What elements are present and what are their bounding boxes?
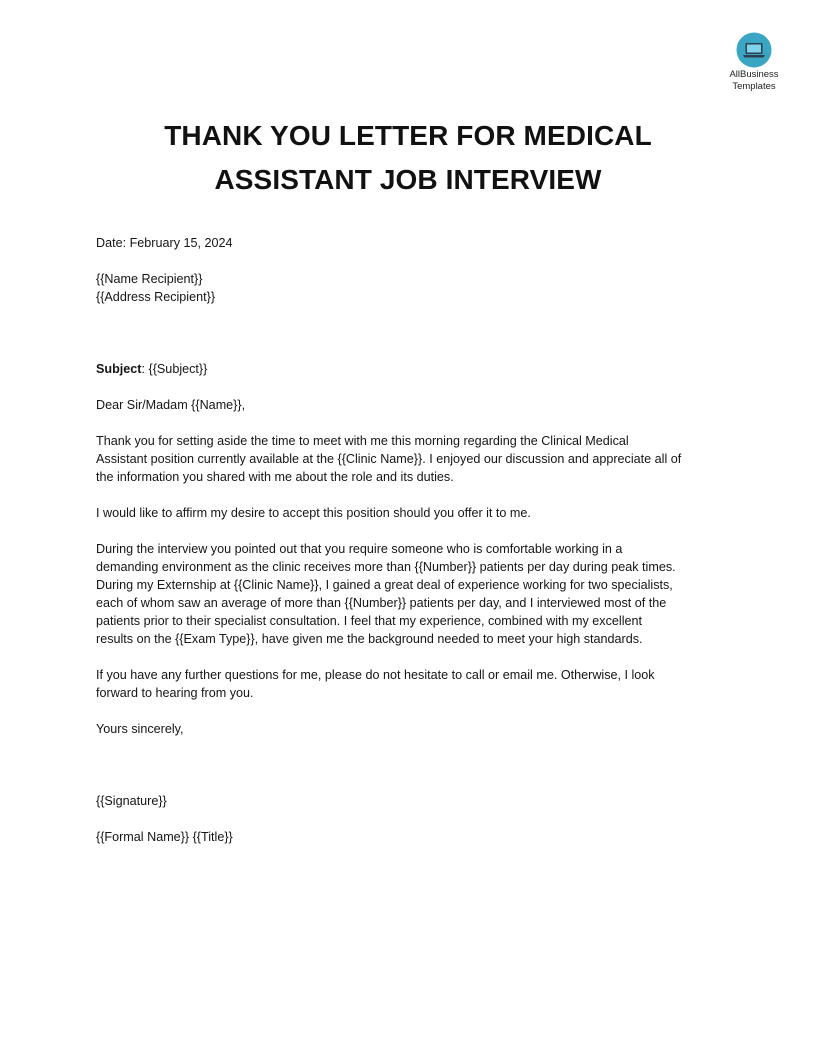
document-title [96, 114, 720, 202]
paragraph-1-line-3: the information you shared with me about the role and its duties. [96, 470, 454, 484]
formal-name-title: {{Formal Name}} {{Title}} [96, 830, 233, 844]
closing: Yours sincerely, [96, 722, 184, 736]
laptop-logo-icon [736, 32, 772, 68]
paragraph-3-line-6: results on the {{Exam Type}}, have given me the background needed to meet your high standards. [96, 632, 643, 646]
allbusiness-logo [718, 32, 790, 92]
paragraph-1-line-1: Thank you for setting aside the time to meet with me this morning regarding the Clinical Medical [96, 434, 629, 448]
paragraph-3-line-3: During my Externship at {{Clinic Name}}, I gained a great deal of experience working for two specialists, [96, 578, 673, 592]
title-line-2: ASSISTANT JOB INTERVIEW [214, 164, 602, 195]
paragraph-4 [96, 666, 726, 702]
title-line-1: THANK YOU LETTER FOR MEDICAL [164, 120, 652, 151]
subject-label: Subject [96, 362, 142, 376]
paragraph-3-line-1: During the interview you pointed out that you require someone who is comfortable working in a [96, 542, 623, 556]
recipient-name: {{Name Recipient}} [96, 272, 203, 286]
letter-body [96, 234, 726, 846]
signature-placeholder: {{Signature}} [96, 794, 167, 808]
letter-date: Date: February 15, 2024 [96, 236, 233, 250]
paragraph-3 [96, 540, 726, 648]
paragraph-1 [96, 432, 726, 486]
subject-value: : {{Subject}} [141, 362, 208, 376]
subject-line [96, 360, 726, 378]
paragraph-3-line-5: patients prior to their specialist consultation. I feel that my experience, combined with my excellent [96, 614, 642, 628]
logo-text-line2: Templates [732, 81, 776, 92]
paragraph-1-line-2: Assistant position currently available at the {{Clinic Name}}. I enjoyed our discussion and appreciate all of [96, 452, 682, 466]
paragraph-4-line-1: If you have any further questions for me, please do not hesitate to call or email me. Otherwise, I look [96, 668, 655, 682]
salutation: Dear Sir/Madam {{Name}}, [96, 398, 246, 412]
recipient-address: {{Address Recipient}} [96, 290, 216, 304]
paragraph-2: I would like to affirm my desire to accept this position should you offer it to me. [96, 506, 531, 520]
paragraph-4-line-2: forward to hearing from you. [96, 686, 254, 700]
paragraph-3-line-4: each of whom saw an average of more than {{Number}} patients per day, and I interviewed most of the [96, 596, 667, 610]
logo-text-line1: AllBusiness [729, 69, 779, 80]
paragraph-3-line-2: demanding environment as the clinic receives more than {{Number}} patients per day during peak times. [96, 560, 676, 574]
